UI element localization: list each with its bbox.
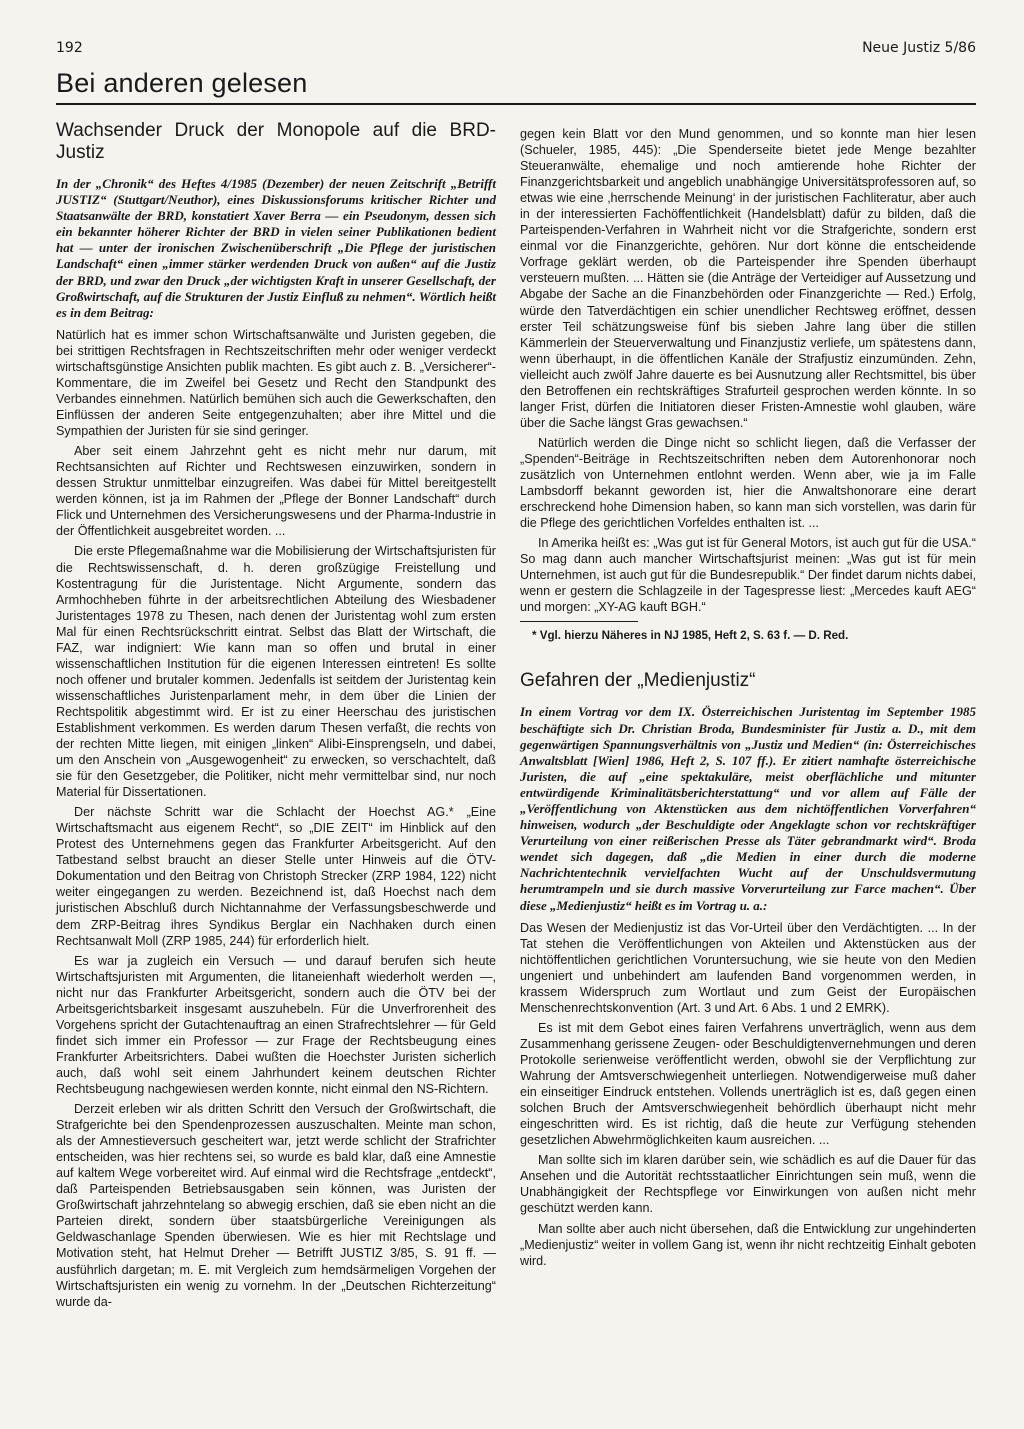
article-1-title: Wachsender Druck der Monopole auf die BRD-Justiz: [56, 120, 496, 163]
paragraph: Das Wesen der Medienjustiz ist das Vor-Urteil über den Verdächtigten. ... In der Tat stehen die Veröffentlichungen von Akteilen und Aktenstücken aus der nichtöffentlichen gerichtlichen Voruntersuchung, wie sie heute von den Medien ungeniert und unbehindert am laufenden Band vorgenommen werden, in krassem Widerspruch zum Wortlaut und zum Geist der Europäischen Menschenrechtskonvention (Art. 3 und Art. 6 Abs. 1 und 2 EMRK).: [520, 920, 976, 1015]
footnote: * Vgl. hierzu Näheres in NJ 1985, Heft 2, S. 63 f. — D. Red.: [532, 629, 849, 643]
paragraph: Man sollte aber auch nicht übersehen, daß die Entwicklung zur ungehinderten „Medienjustiz“ weiter in vollem Gang ist, wenn ihr nicht rechtzeitig Einhalt geboten wird.: [520, 1221, 976, 1268]
paragraph: Es war ja zugleich ein Versuch — und darauf berufen sich heute Wirtschaftsjuristen mit Argumenten, die litaneienhaft wiederholt werden —, nicht nur das Frankfurter Arbeitsgericht, sondern auch die ÖTV bei der Arbeitsgerichtsbarkeit insgesamt auszuhebeln. Für die Unverfrorenheit des Vorgehens spricht der Gutachtenauftrag an einen Strafrechtslehrer — für Geld findet sich immer ein Professor — zur Frage der Rechtsbeugung eines Frankfurter Arbeitsrichters. Dabei wußten die Hoechster Juristen sicherlich auch, daß wohl seit einem Jahrhundert keinem deutschen Richter Rechtsbeugung nachgewiesen werden konnte, nicht einmal den NS-Richtern.: [56, 953, 496, 1096]
paragraph: Man sollte sich im klaren darüber sein, wie schädlich es auf die Dauer für das Ansehen und die Autorität rechtsstaatlicher Einrichtungen sein muß, wenn die Unabhängigkeit der Rechtspflege vor Einwirkungen von außen nicht mehr geschützt werden kann.: [520, 1153, 976, 1216]
paragraph: Die erste Pflegemaßnahme war die Mobilisierung der Wirtschaftsjuristen für die Rechtswissenschaft, d. h. deren großzügige Freistellung und Kostentragung für die Juristentage. Nicht Argumente, sondern das Armhochheben führte in der arbeitsrechtlichen Abteilung des Wiesbadener Juristentages 1978 zu Thesen, nach denen der Juristentag wohl zum ersten Mal für einen Rechtsrückschritt eintrat. Selbst das Blatt der Wirtschaft, die FAZ, war indigniert: Wie kann man so offen und brutal in einer wissenschaftlichen Institution für die eigenen Interessen eintreten! Es sollte noch offener und brutaler kommen. Jedenfalls ist seitdem der Juristentag kein wissenschaftliches Juristenparlament mehr, in dem über die Linien der Rechtspolitik abgestimmt wird. Er ist zu einer Heerschau des juristischen Establishment verkommen. Es werden darum Thesen verfaßt, die rechts von der rechten Mitte liegen, mit einigen „linken“ Alibi-Einsprengseln, und dabei, um den Anschein von „Ausgewogenheit“ zu erwecken, so verschachtelt, daß sie für den Gesetzgeber, die Politiker, nicht mehr vermittelbar sind, nur noch Material für Dissertationen.: [56, 544, 496, 800]
paragraph: Natürlich hat es immer schon Wirtschaftsanwälte und Juristen gegeben, die bei strittigen Rechtsfragen in Rechtszeitschriften mehr oder weniger verdeckt wirtschaftsgünstige Ansichten publik machten. Es gibt auch z. B. „Versicherer“-Kommentare, die im Zweifel bei Gesetz und Recht den Standpunkt des Verbandes einnehmen. Natürlich bemühen sich auch die Gewerkschaften, den Einflüssen der anderen Seite entgegenzuhalten; aber ihre Mittel und die Sympathien der Juristen für sie sind geringer.: [56, 327, 496, 439]
footnote-rule: [520, 621, 638, 622]
right-column: [520, 126, 976, 1273]
article-1-lead: In der „Chronik“ des Heftes 4/1985 (Dezember) der neuen Zeitschrift „Betrifft JUSTIZ“ (Stuttgart/Neuthor), eines Diskussionsforums kritischer Richter und Staatsanwälte der BRD, konstatiert Xaver Berra — ein Pseudonym, dessen sich ein bekannter höherer Richter der BRD in vielen seiner Publikationen bedient hat — unter der ironischen Zwischenüberschrift „Die Pflege der juristischen Landschaft“ einen „immer stärker werdenden Druck von außen“ auf die Justiz der BRD, und zwar den Druck „der wichtigsten Kraft in unserer Gesellschaft, der Großwirtschaft, auf die Strukturen der Justiz Einfluß zu nehmen“. Wörtlich heißt es in dem Beitrag:: [56, 176, 496, 320]
article-2-title: Gefahren der „Medienjustiz“: [520, 670, 756, 692]
left-column: [56, 120, 496, 1314]
paragraph: Der nächste Schritt war die Schlacht der Hoechst AG.* „Eine Wirtschaftsmacht aus eigenem Recht“, so „DIE ZEIT“ im Hinblick auf den Protest des Unternehmens gegen das Frankfurter Arbeitsgericht. Auf den Tatbestand selbst braucht an dieser Stelle unter Hinweis auf die ÖTV-Dokumentation und den Beitrag von Christoph Strecker (ZRP 1984, 122) nicht weiter eingegangen zu werden. Bezeichnend ist, daß Hoechst nach dem juristischen Abschluß durch Nichtannahme der Verfassungsbeschwerde und dem ZRP-Beitrag ihres Syndikus Berglar ein Nachhaken durch einen Rechtsanwalt Moll (ZRP 1985, 244) für erforderlich hielt.: [56, 805, 496, 948]
paragraph: Aber seit einem Jahrzehnt geht es nicht mehr nur darum, mit Rechtsansichten auf Richter und Rechtswesen einzuwirken, sondern in dessen Struktur unmittelbar einzugreifen. Was dabei für Mittel bereitgestellt werden können, ist ja im Rahmen der „Pflege der Bonner Landschaft“ durch Flick und Unternehmen des Versicherungswesens und der Pharma-Industrie in der Öffentlichkeit ausgebreitet worden. ...: [56, 444, 496, 539]
paragraph: In Amerika heißt es: „Was gut ist für General Motors, ist auch gut für die USA.“ So mag dann auch mancher Wirtschaftsjurist meinen: „Was gut ist für mein Unternehmen, ist auch gut für die Bundesrepublik.“ Der findet darum nichts dabei, wenn er gestern die Schlagzeile in der Tagespresse liest: „Mercedes kauft AEG“ und morgen: „XY-AG kauft BGH.“: [520, 536, 976, 615]
page-number: 192: [56, 40, 83, 56]
paragraph: gegen kein Blatt vor den Mund genommen, und so konnte man hier lesen (Schueler, 1985, 445): „Die Spenderseite bietet jede Menge bezahlter Steueranwälte, ehemalige und noch amtierende hohe Richter der Finanzgerichtsbarkeit und angeblich unabhängige Universitätsprofessoren auf, so etwas wie eine ‚herrschende Meinung‘ in der juristischen Fachliteratur, aber auch in der interessierten Fachöffentlichkeit (Handelsblatt) dafür zu bilden, daß die Parteispenden-Verfahren in Wahrheit nicht vor die Strafgerichte, sondern erst einmal vor die Finanzgerichte, gehören. Nur dort könne die entscheidende Vorfrage geklärt werden, ob die Parteispender ihre Spenden überhaupt versteuern mußten. ... Hätten sie (die Anträge der Verteidiger auf Aussetzung und Abgabe der Sache an die Finanzbehörden oder Finanzgerichte — Red.) Erfolg, würde den Tatverdächtigen ein schier unendlicher Rechtsweg eröffnet, dessen erster Teil schätzungsweise fünf bis sieben Jahre lang über die stillen Kämmerlein der Steuerverwaltung und Finanzjustiz verliefe, um spätestens dann, wenn überhaupt, in die öffentlichen Kanäle der Strafjustiz einzumünden. Zehn, vielleicht auch zwölf Jahre dauerte es bei Ausnutzung aller Rechtsmittel, bis über den Betroffenen ein rechtskräftiges Strafurteil gesprochen werden könnte. In so langer Frist, dürfen die Initiatoren dieser Fristen-Amnestie wohl glauben, wäre über die Sache längst Gras gewachsen.“: [520, 127, 976, 430]
paragraph: Derzeit erleben wir als dritten Schritt den Versuch der Großwirtschaft, die Strafgerichte bei den Spendenprozessen auszuschalten. Meinte man schon, als der Amnestieversuch gescheitert war, jetzt werde schlicht der Strafrichter entscheiden, was hier rechtens sei, so wurde es bald klar, daß eine Amnestie auf kaltem Wege vorbereitet wird. Auf einmal wird die Rechtsfrage „entdeckt“, daß Parteispenden Betriebsausgaben sein können, was Juristen der Großwirtschaft jahrzehntelang so abwegig erschien, daß sie eben nicht an die Parteien direkt, sondern über staatsbürgerliche Vereinigungen als Geldwaschanlage Spenden überwiesen. Wie es hier mit Rechtslage und Motivation steht, hat Helmut Dreher — Betrifft JUSTIZ 3/85, S. 91 ff. — ausführlich dargetan; m. E. mit Vergleich zum hemdsärmeligen Vorgehen der Wirtschaftsjuristen ein wenig zu vornehm. In der „Deutschen Richterzeitung“ wurde da-: [56, 1102, 496, 1309]
section-title: Bei anderen gelesen: [56, 68, 976, 105]
article-2-lead: In einem Vortrag vor dem IX. Österreichischen Juristentag im September 1985 beschäftigte sich Dr. Christian Broda, Bundesminister für Justiz a. D., mit dem gegenwärtigen Spannungsverhältnis von „Justiz und Medien“ (in: Österreichisches Anwaltsblatt [Wien] 1986, Heft 2, S. 107 ff.). Er zitiert namhafte österreichische Juristen, die auf „eine spektakuläre, meist oberflächliche und mitunter entwürdigende Kriminalitätsberichterstattung“ und vor allem auf Fälle der „Veröffentlichung von Aktenstücken aus dem nichtöffentlichen Vorverfahren“ hinweisen, wodurch „der Beschuldigte oder Angeklagte schon vor rechtskräftiger Verurteilung von einer reißerischen Presse als Täter gebrandmarkt wird“. Broda wendet sich dagegen, daß „die Medien in einer durch die moderne Nachrichtentechnik vervielfachten Wucht auf der Unschuldsvermutung herumtrampeln und sie durch massive Vorverurteilung zur Farce machen“. Über diese „Medienjustiz“ heißt es im Vortrag u. a.:: [520, 704, 976, 913]
paragraph: Natürlich werden die Dinge nicht so schlicht liegen, daß die Verfasser der „Spenden“-Beiträge in Rechtszeitschriften neben dem Autorenhonorar noch zusätzlich von Unternehmen entlohnt werden. Wenn aber, wie ja im Falle Lambsdorff bekannt geworden ist, hier die Anwaltshonorare eine derart erschreckend hohe Dimension haben, so kann man sich vorstellen, was darin für die Pflege des gerichtlichen Vorfeldes enthalten ist. ...: [520, 435, 976, 531]
running-header: [56, 40, 976, 56]
journal-issue: Neue Justiz 5/86: [862, 40, 976, 56]
paragraph: Es ist mit dem Gebot eines fairen Verfahrens unverträglich, wenn aus dem Zusammenhang gerissene Zeugen- oder Beschuldigtenvernehmungen und deren Protokolle serienweise veröffentlicht werden, obwohl sie der Verpflichtung zur Wahrung der Amtsverschwiegenheit unterliegen. Notwendigerweise muß daher ein einseitiger Eindruck entstehen. Vollends unerträglich ist es, daß gegen einen solchen Bruch der Amtsverschwiegenheit behördlich überhaupt nicht mehr eingeschritten wird. Es ist richtig, daß die heute zur Verfügung stehenden gesetzlichen Abwehrmöglichkeiten kaum ausreichen. ...: [520, 1020, 976, 1148]
